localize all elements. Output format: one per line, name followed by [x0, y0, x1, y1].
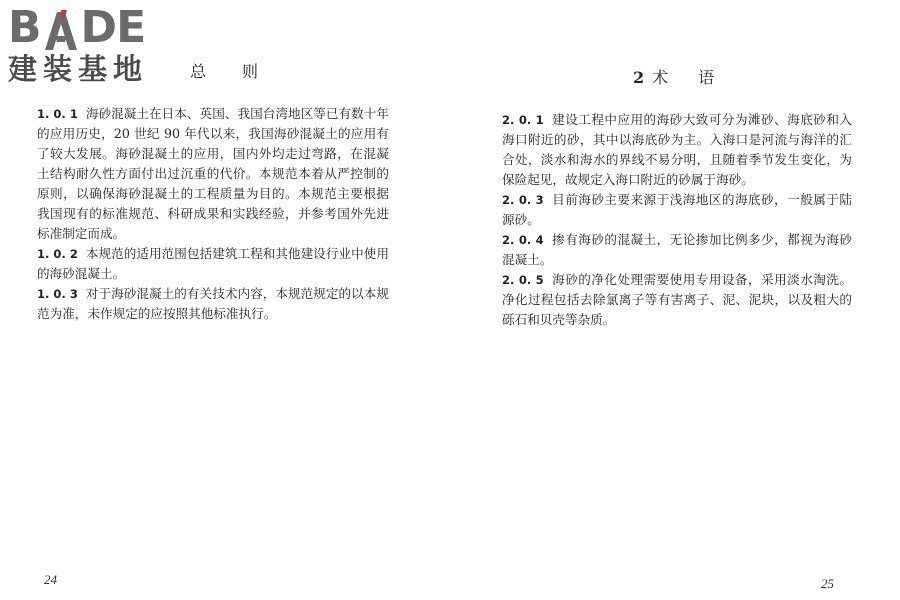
clause-text: 掺有海砂的混凝土，无论掺加比例多少，都视为海砂混凝土。: [502, 232, 853, 267]
right-title-part2: 语: [698, 68, 717, 87]
left-chapter-title: [190, 59, 260, 82]
clause-text: 建设工程中应用的海砂大致可分为滩砂、海底砂和入海口附近的砂，其中以海底砂为主。入海口是河流与海洋的汇合处，淡水和海水的界线不易分明，且随着季节发生变化，为保险起见，故规定入海口附近的砂属于海砂。: [502, 112, 853, 187]
left-title-part1: 总: [190, 62, 209, 81]
clause-1-0-3: [37, 284, 389, 324]
logo-letters-b: B: [8, 2, 41, 53]
clause-number: 1. 0. 1: [37, 107, 78, 121]
clause-2-0-3: [502, 190, 852, 230]
clause-2-0-5: [502, 270, 852, 330]
right-page-number: 25: [821, 576, 834, 591]
logo-letters-de: DE: [80, 2, 146, 53]
bade-logo: [8, 2, 178, 86]
clause-number: 1. 0. 3: [37, 287, 78, 301]
logo-wordmark: [8, 2, 178, 53]
clause-number: 2. 0. 3: [502, 193, 544, 207]
right-chapter-title: [633, 65, 716, 88]
clause-number: 1. 0. 2: [37, 247, 78, 261]
clause-text: 海砂的净化处理需要使用专用设备，采用淡水淘洗。净化过程包括去除氯离子等有害离子、泥、泥块，以及粗大的砾石和贝壳等杂质。: [502, 272, 853, 327]
clause-number: 2. 0. 5: [502, 273, 544, 287]
clause-1-0-1: [37, 104, 389, 244]
right-title-part1: 术: [652, 68, 671, 87]
clause-2-0-1: [502, 110, 852, 190]
left-page-number: 24: [44, 572, 57, 587]
right-body-text: [502, 110, 852, 330]
clause-text: 本规范的适用范围包括建筑工程和其他建设行业中使用的海砂混凝土。: [37, 246, 390, 281]
right-page: [450, 0, 900, 600]
left-body-text: [37, 104, 389, 324]
logo-letter-a: [41, 6, 81, 50]
clause-text: 海砂混凝土在日本、英国、我国台湾地区等已有数十年的应用历史，20 世纪 90 年代以来，我国海砂混凝土的应用有了较大发展。海砂混凝土的应用，国内外均走过弯路，在混凝土结构耐久性方面付出过沉重的代价。本规范本着从严控制的原则，以确保海砂混凝土的工程质量为目的。本规范主要根据我国现有的标准规范、科研成果和实践经验，并参考国外先进标准制定而成。: [37, 106, 390, 241]
clause-2-0-4: [502, 230, 852, 270]
clause-text: 目前海砂主要来源于浅海地区的海底砂，一般属于陆源砂。: [502, 192, 853, 227]
clause-text: 对于海砂混凝土的有关技术内容，本规范规定的以本规范为准，未作规定的应按照其他标准执行。: [37, 286, 390, 321]
logo-a-shape: [41, 6, 81, 50]
clause-number: 2. 0. 4: [502, 233, 544, 247]
logo-chinese-text: 建装基地: [8, 52, 149, 86]
clause-1-0-2: [37, 244, 389, 284]
clause-number: 2. 0. 1: [502, 113, 544, 127]
right-title-number: 2: [633, 68, 647, 87]
left-title-part2: 则: [242, 62, 261, 81]
